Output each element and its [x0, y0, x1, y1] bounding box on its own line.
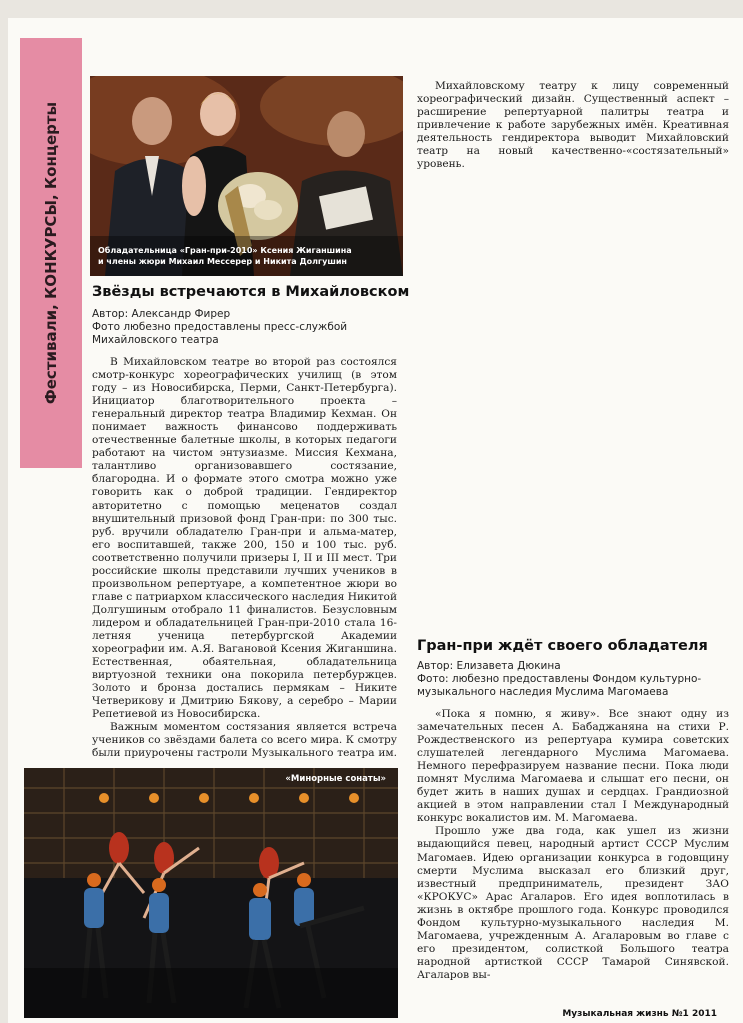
ballet-photo-caption: «Минорные сонаты» — [285, 774, 386, 784]
article2-paragraph-1: «Пока я помню, я живу». Все знают одну из замечательных песен А. Бабаджаняна на стихи Р. Рождественского из репертуара кумира советских слушателей легендарного Муслима Магомаева. Немного перефразируем название песни. Пока люди помнят Муслима Магомаева и слышат его песни, он будет жить в наших душах и сердцах. Грандиозной акцией в этом направлении стал I Международный конкурс вокалистов им. М. Магомаева. — [417, 708, 729, 825]
article2-title: Гран-при ждёт своего обладателя — [417, 638, 708, 654]
article1-author: Автор: Александр Фирер — [92, 308, 231, 320]
caption-line-1: Обладательница «Гран-при-2010» Ксения Жиганшина — [98, 246, 352, 255]
article2-author: Автор: Елизавета Дюкина — [417, 660, 561, 672]
ballet-photo — [24, 768, 398, 1018]
article1-title: Звёзды встречаются в Михайловском — [92, 284, 410, 300]
article1-paragraph-1: В Михайловском театре во второй раз состоялся смотр-конкурс хореографических училищ (в этом году – из Новосибирска, Перми, Санкт-Петербурга). Инициатор благотворительного проекта – генеральный директор театра Владимир Кехман. Он понимает важность финансово поддерживать отечественные балетные школы, в которых педагоги работают на чистом энтузиазме. Миссия Кехмана, талантливо организовавшего состязание, благородна. И о формате этого смотра можно уже говорить как о доброй традиции. Гендиректор авторитетно с помощью меценатов создал внушительный призовой фонд Гран-при: по 300 тыс. руб. вручили обладателю Гран-при и альма-матер, его воспитавшей, также 200, 150 и 100 тыс. руб. соответственно получили призеры I, II и III мест. Три российские школы представили лучших учеников в произвольном репертуаре, а компетентное жюри во главе с патриархом классического наследия Никитой Долгушиным отобрало 11 финалистов. Безусловным лидером и обладательницей Гран-при-2010 стала 16-летняя ученица петербургской Академии хореографии им. А.Я. Вагановой Ксения Жиганшина. Естественная, обаятельная, обладательница виртуозной техники она покорила петербуржцев. Золото и бронза достались пермякам – Никите Четверикову и Дмитрию Бякову, а серебро – Марии Репетиевой из Новосибирска. — [92, 356, 397, 721]
award-photo-caption — [98, 245, 398, 267]
caption-line-2: и члены жюри Михаил Мессерер и Никита Долгушин — [98, 257, 347, 266]
ballet-photo-image — [24, 768, 398, 1018]
award-photo — [90, 76, 403, 276]
article1-column-left — [92, 356, 397, 761]
article1-column-right — [417, 80, 729, 610]
page-footer: Музыкальная жизнь №1 2011 — [562, 1009, 717, 1019]
article1-paragraph-2: Важным моментом состязания является встреча учеников со звёздами балета со всего мира. К смотру были приурочены гастроли Музыкального театра им. — [92, 721, 397, 760]
article1-photo-credit: Фото любезно предоставлены пресс-службой Михайловского театра — [92, 321, 348, 346]
article2-photo-credit: Фото: любезно предоставлены Фондом культурно-музыкального наследия Муслима Магомаева — [417, 673, 702, 698]
article2-body — [417, 708, 729, 990]
article2-paragraph-2: Прошло уже два года, как ушел из жизни выдающийся певец, народный артист СССР Муслим Магомаев. Идею организации конкурса в годовщину смерти Муслима высказал его близкий друг, известный предприниматель, президент ЗАО «КРОКУС» Арас Агаларов. Его идея воплотилась в жизнь в октябре прошлого года. Конкурс проводился Фондом культурно-музыкального наследия М. Магомаева, учрежденным А. Агаларовым во главе с его президентом, солисткой Большого театра народной артисткой СССР Тамарой Синявской. Агаларов вы- — [417, 825, 729, 981]
section-label: Фестивали, КОНКУРСЫ, Концерты — [42, 101, 60, 405]
article1-paragraph-3: Михайловскому театру к лицу современный хореографический дизайн. Существенный аспект – расширение репертуарной палитры театра и привлечение к работе зарубежных имён. Креативная деятельность гендиректора выводит Михайловский театр на новый качественно-«состязательный» уровень. — [417, 80, 729, 171]
